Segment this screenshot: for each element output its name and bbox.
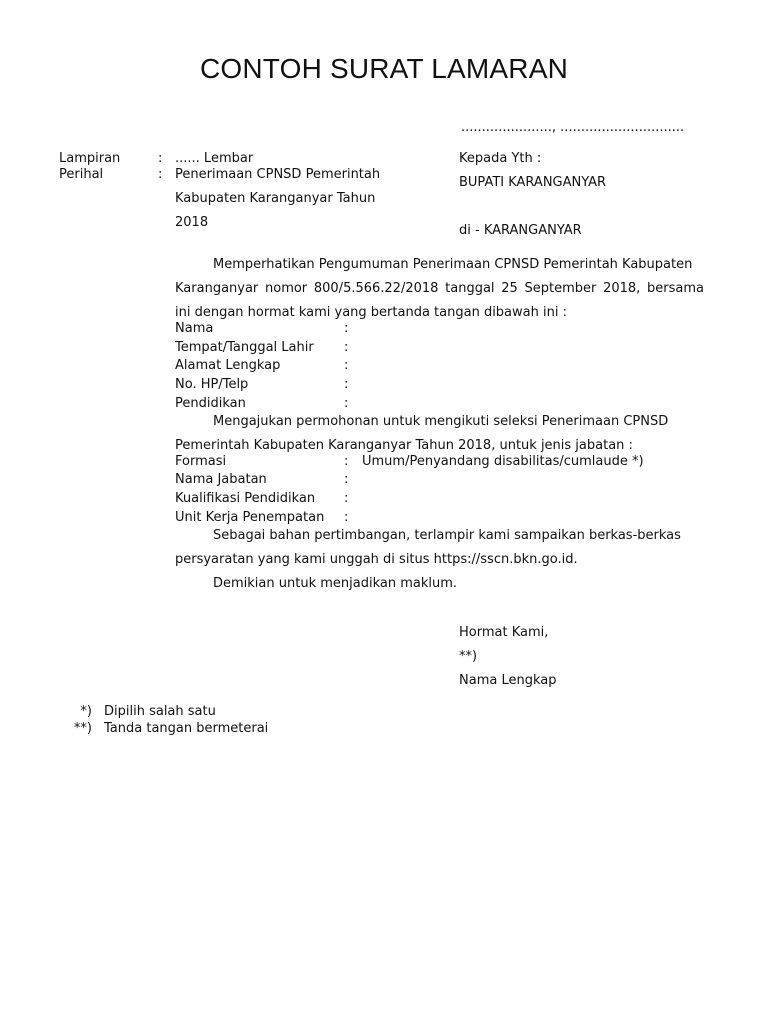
document-title: CONTOH SURAT LAMARAN <box>199 53 569 84</box>
lampiran-label: Lampiran <box>59 151 121 166</box>
paragraph-3-line-2: persyaratan yang kami unggah di situs https://sscn.bkn.go.id. <box>175 552 578 567</box>
field-label-kualifikasi: Kualifikasi Pendidikan <box>175 491 316 506</box>
field-colon: : <box>344 321 349 336</box>
paragraph-1-line-2: Karanganyar nomor 800/5.566.22/2018 tanggal 25 September 2018, bersama <box>175 281 704 296</box>
perihal-line-1: Penerimaan CPNSD Pemerintah <box>175 167 381 182</box>
field-label-hp: No. HP/Telp <box>175 377 249 392</box>
footnote-1-text: Dipilih salah satu <box>104 704 216 719</box>
field-label-formasi: Formasi <box>175 454 227 469</box>
footnote-2-text: Tanda tangan bermeterai <box>104 721 269 736</box>
signature-name: Nama Lengkap <box>459 673 557 688</box>
paragraph-2-line-1: Mengajukan permohonan untuk mengikuti seleksi Penerimaan CPNSD <box>213 414 669 429</box>
footnote-1-marker: *) <box>80 704 92 719</box>
signature-mark: **) <box>459 649 478 664</box>
lampiran-value: ...... Lembar <box>175 151 254 166</box>
perihal-line-2: Kabupaten Karanganyar Tahun <box>175 191 376 206</box>
field-colon: : <box>344 358 349 373</box>
field-colon: : <box>344 510 349 525</box>
recipient-greeting: Kepada Yth : <box>459 151 542 166</box>
field-colon: : <box>344 491 349 506</box>
recipient-name: BUPATI KARANGANYAR <box>459 175 607 190</box>
paragraph-1-line-3: ini dengan hormat kami yang bertanda tangan dibawah ini : <box>175 305 567 320</box>
paragraph-2-line-2: Pemerintah Kabupaten Karanganyar Tahun 2018, untuk jenis jabatan : <box>175 438 633 453</box>
place-date-line: ......................, .............................. <box>461 120 685 135</box>
perihal-colon: : <box>158 167 163 182</box>
paragraph-3-line-1: Sebagai bahan pertimbangan, terlampir kami sampaikan berkas-berkas <box>213 528 681 543</box>
closing-paragraph: Demikian untuk menjadikan maklum. <box>213 576 458 591</box>
field-label-unit-kerja: Unit Kerja Penempatan <box>175 510 325 525</box>
signature-closing: Hormat Kami, <box>459 625 549 640</box>
lampiran-colon: : <box>158 151 163 166</box>
recipient-location: di - KARANGANYAR <box>459 223 582 238</box>
footnote-2-marker: **) <box>73 721 92 736</box>
field-value-formasi: Umum/Penyandang disabilitas/cumlaude *) <box>362 454 644 469</box>
field-label-pendidikan: Pendidikan <box>175 396 246 411</box>
perihal-label: Perihal <box>59 167 104 182</box>
field-colon: : <box>344 340 349 355</box>
field-colon: : <box>344 472 349 487</box>
field-colon: : <box>344 454 349 469</box>
perihal-line-3: 2018 <box>175 215 209 230</box>
field-label-alamat: Alamat Lengkap <box>175 358 281 373</box>
field-label-ttl: Tempat/Tanggal Lahir <box>175 340 314 355</box>
field-colon: : <box>344 377 349 392</box>
paragraph-1-line-1: Memperhatikan Pengumuman Penerimaan CPNSD Pemerintah Kabupaten <box>213 257 693 272</box>
field-label-nama: Nama <box>175 321 214 336</box>
field-colon: : <box>344 396 349 411</box>
field-label-jabatan: Nama Jabatan <box>175 472 267 487</box>
